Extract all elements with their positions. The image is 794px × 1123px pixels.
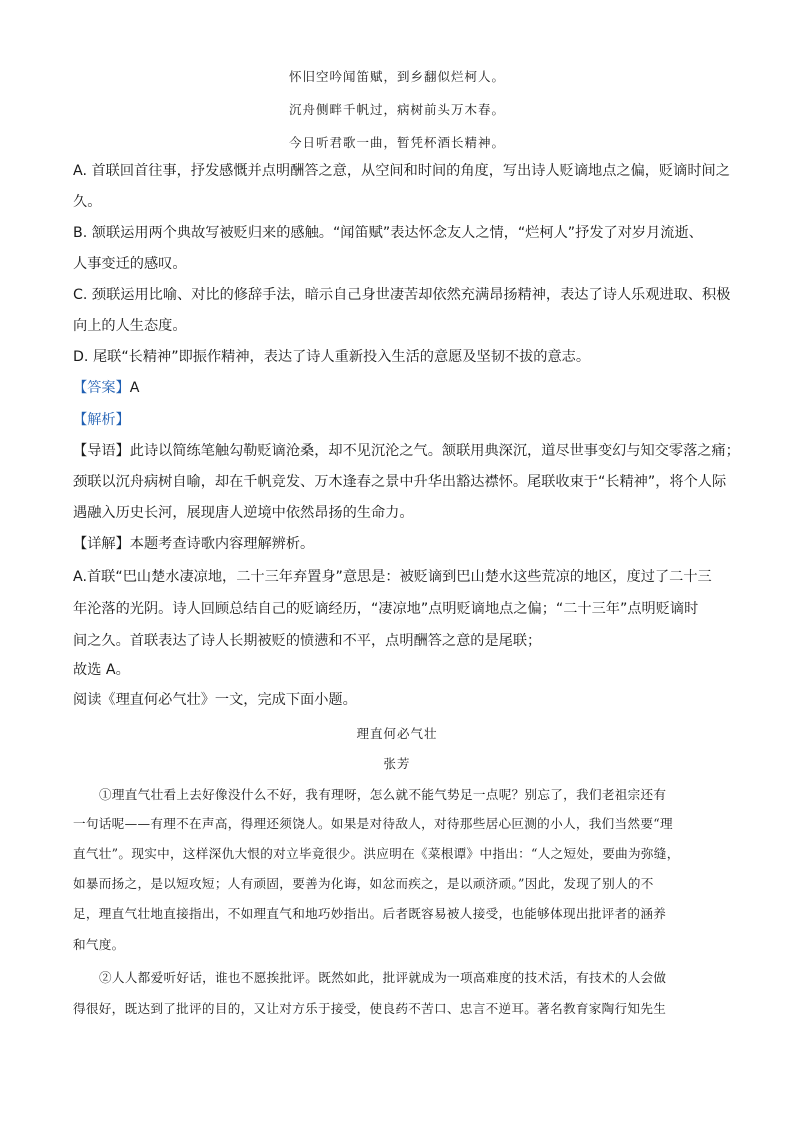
option-a-line-2: 久。 xyxy=(73,194,102,210)
guide-line-1 xyxy=(73,441,740,461)
detail-line-5: 故选 A。 xyxy=(73,662,130,678)
answer-tag: 【答案】 xyxy=(73,380,130,396)
option-a-line-1: A. 首联回首往事，抒发感慨并点明酬答之意，从空间和时间的角度，写出诗人贬谪地点之偏，贬谪时间之 xyxy=(73,163,730,179)
poem-line-2: 沉舟侧畔千帆过，病树前头万木春。 xyxy=(288,102,505,117)
article-title: 理直何必气壮 xyxy=(356,726,438,741)
guide-text-1: 此诗以简练笔触勾勒贬谪沧桑，却不见沉沦之气。颔联用典深沉，道尽世事变幻与知交零落之痛； xyxy=(129,443,740,459)
article-p1-line-2: 一句话呢——有理不在声高，得理还须饶人。如果是对待敌人，对待那些居心叵测的小人，我们当然要“理 xyxy=(73,816,673,831)
option-b-line-2: 人事变迁的感叹。 xyxy=(73,256,187,272)
reading-prompt: 阅读《理直何必气壮》一文，完成下面小题。 xyxy=(73,692,357,708)
article-p1-line-3: 直气壮”。现实中，这样深仇大恨的对立毕竟很少。洪应明在《菜根谭》中指出：“人之短处，要曲为弥缝， xyxy=(73,846,680,861)
detail-line-3: 年沦落的光阴。诗人回顾总结自己的贬谪经历，“凄凉地”点明贬谪地点之偏；“二十三年”点明贬谪时 xyxy=(73,601,699,617)
article-p1-line-6: 和气度。 xyxy=(73,937,125,952)
detail-text-1: 本题考查诗歌内容理解辨析。 xyxy=(129,536,315,552)
detail-tag: 【详解】 xyxy=(73,536,130,552)
article-p2-line-2: 得很好，既达到了批评的目的，又让对方乐于接受，使良药不苦口、忠言不逆耳。著名教育家陶行知先生 xyxy=(73,1001,667,1016)
poem-line-1: 怀旧空吟闻笛赋，到乡翻似烂柯人。 xyxy=(288,69,505,84)
detail-line-4: 间之久。首联表达了诗人长期被贬的愤懑和不平，点明酬答之意的是尾联； xyxy=(73,633,542,649)
article-p1-line-5: 足，理直气壮地直接指出，不如理直气和地巧妙指出。后者既容易被人接受，也能够体现出批评者的涵养 xyxy=(73,906,667,921)
guide-tag: 【导语】 xyxy=(73,443,130,459)
analysis-line xyxy=(73,410,733,430)
article-p1-line-1: ①理直气壮看上去好像没什么不好，我有理呀，怎么就不能气势足一点呢？别忘了，我们老祖宗还有 xyxy=(99,787,667,802)
article-p2-line-1: ②人人都爱听好话，谁也不愿挨批评。既然如此，批评就成为一项高难度的技术活，有技术的人会做 xyxy=(99,970,667,985)
option-b-line-1: B. 颔联运用两个典故写被贬归来的感触。“闻笛赋”表达怀念友人之情，“烂柯人”抒发了对岁月流逝、 xyxy=(73,225,703,241)
option-c-line-2: 向上的人生态度。 xyxy=(73,318,187,334)
detail-line-1 xyxy=(73,534,733,554)
poem-line-3: 今日听君歌一曲，暂凭杯酒长精神。 xyxy=(288,135,505,150)
article-author: 张芳 xyxy=(383,756,411,771)
article-p1-line-4: 如暴而扬之，是以短攻短；人有顽固，要善为化诲，如忿而疾之，是以顽济顽。”因此，发现了别人的不 xyxy=(73,876,654,891)
option-d-line-1: D. 尾联“长精神”即振作精神，表达了诗人重新投入生活的意愿及坚韧不拔的意志。 xyxy=(73,349,591,365)
analysis-tag: 【解析】 xyxy=(73,412,130,428)
detail-line-2: A.首联“巴山楚水凄凉地，二十三年弃置身”意思是：被贬谪到巴山楚水这些荒凉的地区，度过了二十三 xyxy=(73,569,712,585)
answer-line xyxy=(73,378,733,398)
answer-value: A xyxy=(129,380,140,396)
guide-line-3: 遇融入历史长河，展现唐人逆境中依然昂扬的生命力。 xyxy=(73,505,414,521)
option-c-line-1: C. 颈联运用比喻、对比的修辞手法，暗示自己身世凄苦却依然充满昂扬精神，表达了诗人乐观进取、积极 xyxy=(73,287,731,303)
guide-line-2: 颈联以沉舟病树自喻，却在千帆竞发、万木逢春之景中升华出豁达襟怀。尾联收束于“长精神”，将个人际 xyxy=(73,474,727,490)
